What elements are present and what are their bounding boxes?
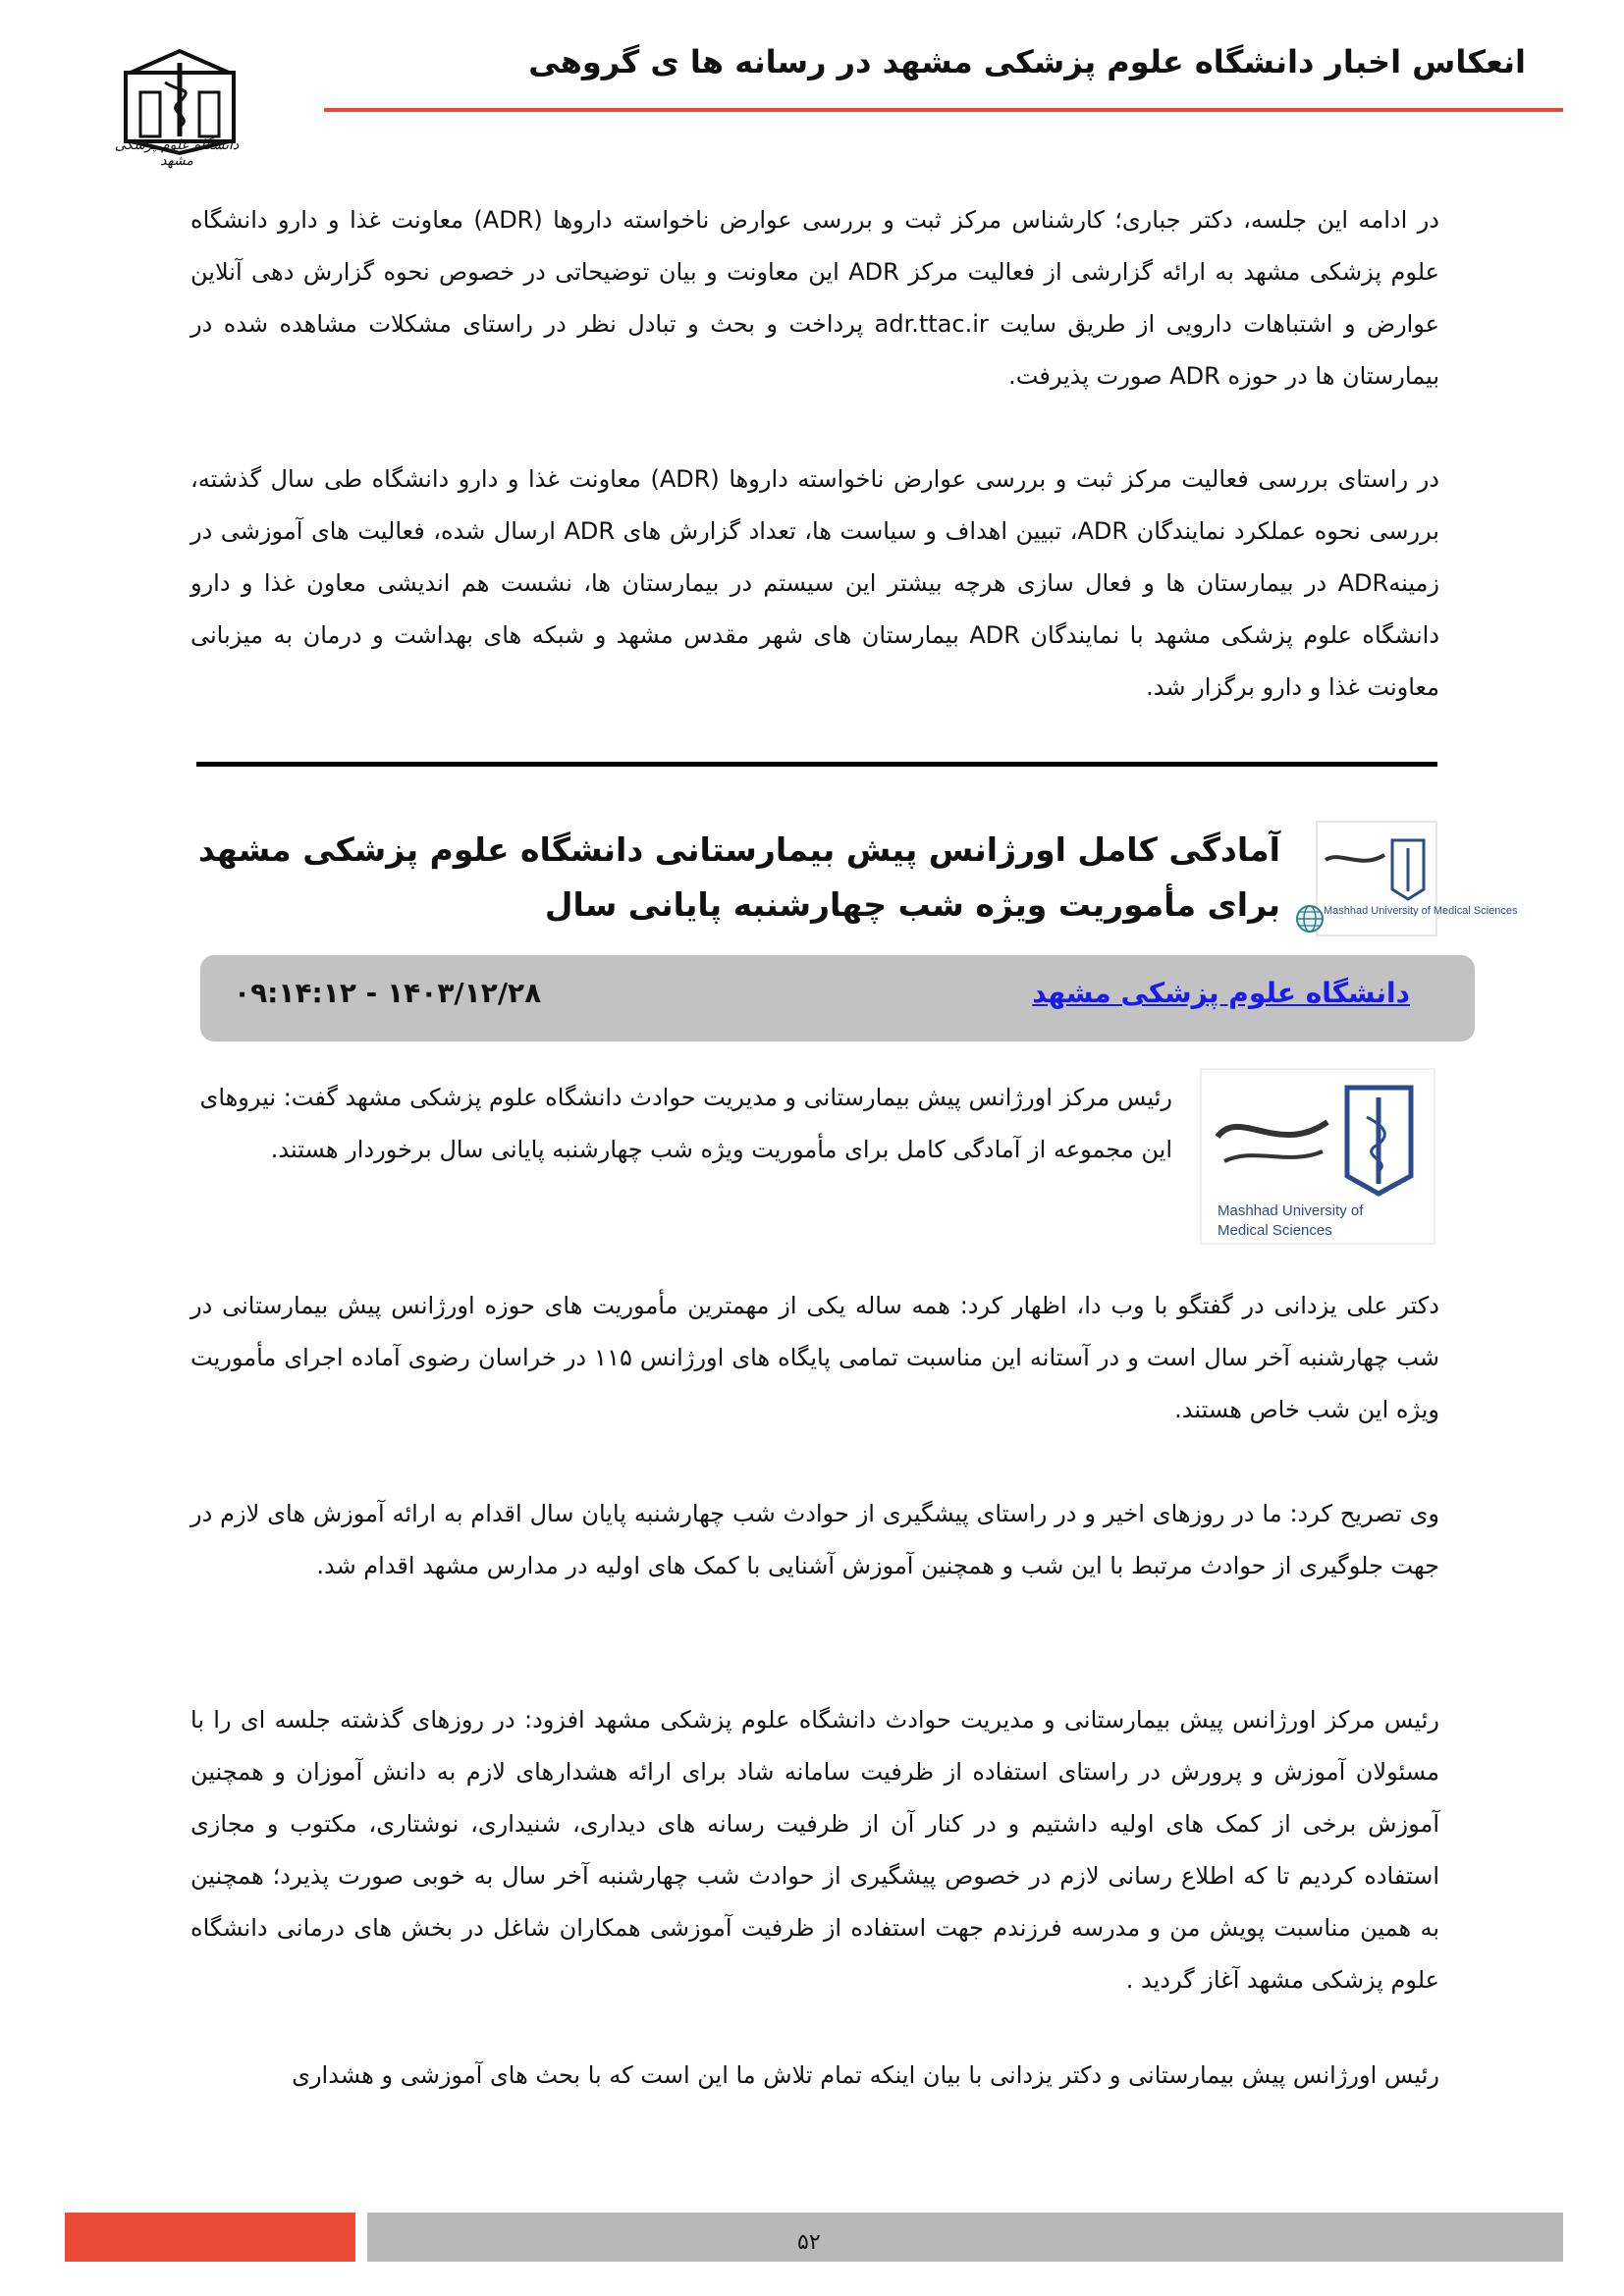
news-date: ۱۴۰۳/۱۲/۲۸ - ۰۹:۱۴:۱۲ xyxy=(234,977,542,1009)
news-thumb-caption: Mashhad University of Medical Sciences xyxy=(1324,905,1518,917)
article-image-logo-icon xyxy=(1200,1068,1435,1245)
paragraph-1: در ادامه این جلسه، دکتر جباری؛ کارشناس مرکز ثبت و بررسی عوارض ناخواسته داروها (ADR) معاونت غذا و دارو دانشگاه علوم پزشکی مشهد به ارائه گزارشی از فعالیت مرکز ADR این معاونت و بیان توضیحاتی در خصوص نحوه گزارش دهی آنلاین عوارض و اشتباهات دارویی از طریق سایت adr.ttac.ir پرداخت و بحث و تبادل نظر در راستای مشکلات مشاهده شده در بیمارستان ها در حوزه ADR صورت پذیرفت. xyxy=(190,206,1440,390)
header-divider xyxy=(324,108,1563,112)
footer-accent-bar xyxy=(65,2213,355,2262)
news-body-paragraph-3: رئیس مرکز اورژانس پیش بیمارستانی و مدیریت حوادث دانشگاه علوم پزشکی مشهد افزود: در روزهای گذشته جلسه ای را با مسئولان آموزش و پرورش در راستای استفاده از ظرفیت سامانه شاد برای ارائه هشدارهای لازم به دانش آموزان و همچنین آموزش برخی از کمک های اولیه داشتیم و در کنار آن از ظرفیت رسانه های دیداری، شنیداری، نوشتاری، مکتوب و مجازی استفاده کردیم تا که اطلاع رسانی لازم در خصوص پیشگیری از حوادث شب چهارشنبه آخر سال به خوبی صورت پذیرد؛ همچنین به همین مناسبت پویش من و مدرسه فرزندم جهت استفاده از ظرفیت آموزشی همکاران شاغل در بخش های درمانی دانشگاه علوم پزشکی مشهد آغاز گردید . xyxy=(190,1706,1439,1994)
header-title: انعکاس اخبار دانشگاه علوم پزشکی مشهد در رسانه ها ی گروهی xyxy=(528,43,1526,80)
paragraph-2: در راستای بررسی فعالیت مرکز ثبت و بررسی عوارض ناخواسته داروها (ADR) معاونت غذا و دارو دانشگاه طی سال گذشته، بررسی نحوه عملکرد نمایندگان ADR، تبیین اهداف و سیاست ها، تعداد گزارش های ADR ارسال شده، فعالیت های آموزشی در زمینهADR در بیمارستان ها و فعال سازی هرچه بیشتر این سیستم در بیمارستان ها، نشست هم اندیشی معاون غذا و دارو دانشگاه علوم پزشکی مشهد با نمایندگان ADR بیمارستان های شهر مقدس مشهد و شبکه های بهداشت و درمان به میزبانی معاونت غذا و دارو برگزار شد. xyxy=(190,465,1440,701)
footer-bar xyxy=(367,2213,1563,2262)
news-source-logo-icon xyxy=(1316,821,1518,936)
news-meta-bar xyxy=(200,955,1475,1041)
news-lead: رئیس مرکز اورژانس پیش بیمارستانی و مدیریت حوادث دانشگاه علوم پزشکی مشهد گفت: نیروهای این مجموعه از آمادگی کامل برای مأموریت ویژه شب چهارشنبه پایانی سال برخوردار هستند. xyxy=(199,1084,1172,1163)
news-body-paragraph-1: دکتر علی یزدانی در گفتگو با وب دا، اظهار کرد: همه ساله یکی از مهمترین مأموریت های حوزه اورژانس پیش بیمارستانی در شب چهارشنبه آخر سال است و در آستانه این مناسبت تمامی پایگاه های اورژانس ۱۱۵ در خراسان رضوی آماده اجرای مأموریت ویژه این شب خاص هستند. xyxy=(190,1292,1439,1423)
page-number: ۵۲ xyxy=(797,2230,821,2255)
news-source-link[interactable]: دانشگاه علوم پزشکی مشهد xyxy=(1032,977,1410,1009)
news-body-paragraph-2: وی تصریح کرد: ما در روزهای اخیر و در راستای پیشگیری از حوادث شب چهارشنبه پایان سال اقدام به ارائه آموزش های لازم در جهت جلوگیری از حوادث مرتبط با این شب و همچنین آموزش آشنایی با کمک های اولیه در مدارس مشهد اقدام شد. xyxy=(190,1500,1439,1579)
globe-icon[interactable] xyxy=(1294,903,1326,934)
news-title[interactable]: آمادگی کامل اورژانس پیش بیمارستانی دانشگاه علوم پزشکی مشهد برای مأموریت ویژه شب چهارشنبه پایانی سال xyxy=(197,830,1280,924)
section-divider xyxy=(196,762,1437,767)
svg-text:Medical Sciences: Medical Sciences xyxy=(1218,1222,1332,1239)
logo-caption: دانشگاه علوم پزشکی مشهد xyxy=(114,137,240,169)
news-body-paragraph-4: رئیس اورژانس پیش بیمارستانی و دکتر یزدانی با بیان اینکه تمام تلاش ما این است که با بحث های آموزشی و هشداری xyxy=(292,2061,1439,2089)
svg-text:Mashhad University of: Mashhad University of xyxy=(1218,1202,1364,1219)
